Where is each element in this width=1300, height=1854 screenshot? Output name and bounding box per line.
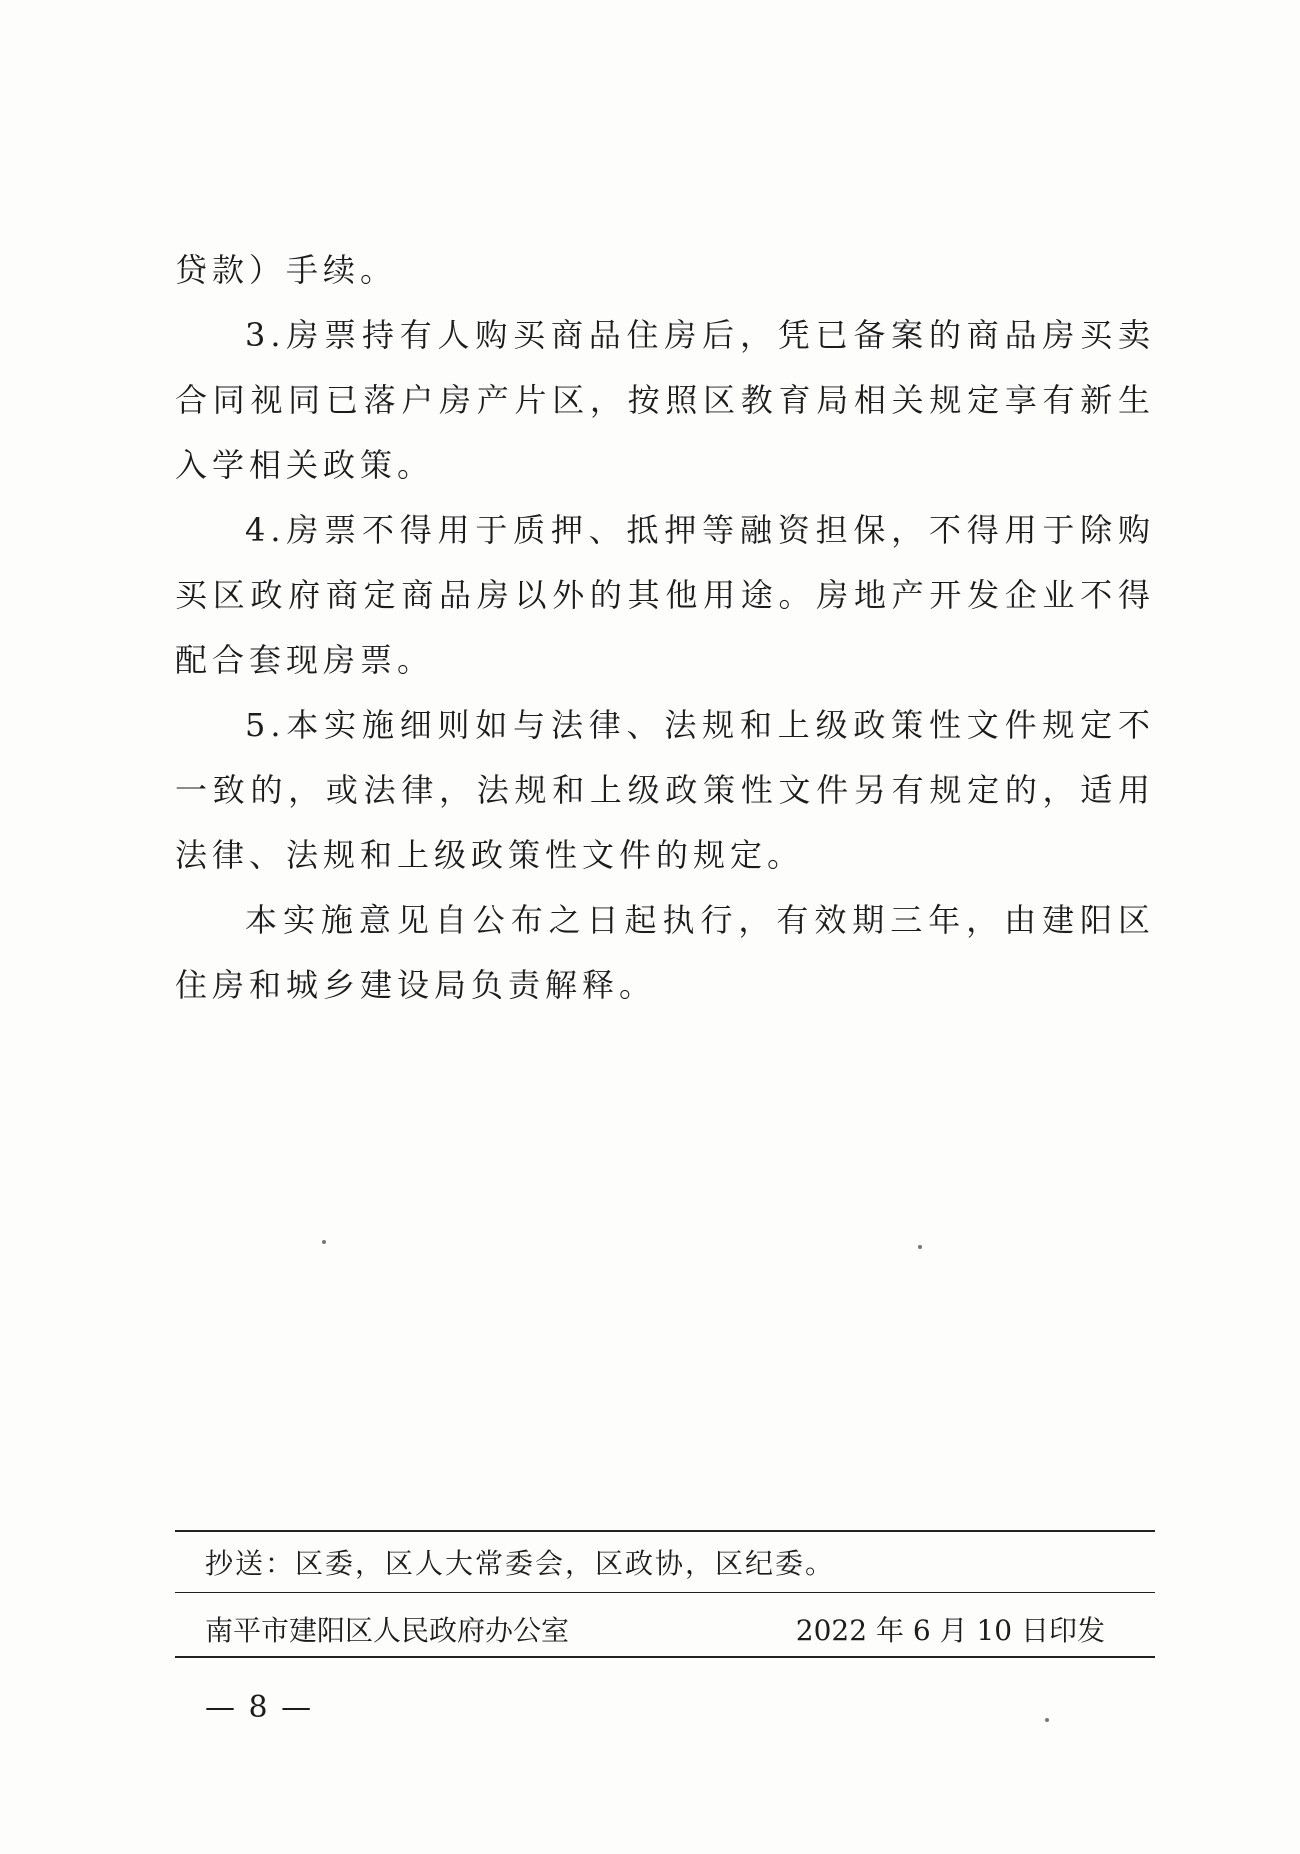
paragraph-continuation: 贷款）手续。 (175, 251, 398, 289)
cc-line: 抄送：区委，区人大常委会，区政协，区纪委。 (205, 1547, 836, 1580)
paragraph-item-5: 5.本实施细则如与法律、法规和上级政策性文件规定不一致的，或法律，法规和上级政策性文件另有规定的，适用法律、法规和上级政策性文件的规定。 (175, 706, 1155, 874)
paragraph-item-3: 3.房票持有人购买商品住房后，凭已备案的商品房买卖合同视同已落户房产片区，按照区教育局相关规定享有新生入学相关政策。 (175, 316, 1155, 484)
paragraph-item-4: 4.房票不得用于质押、抵押等融资担保，不得用于除购买区政府商定商品房以外的其他用途。房地产开发企业不得配合套现房票。 (175, 511, 1155, 679)
page-number: — 8 — (205, 1690, 314, 1725)
scan-speck (1045, 1718, 1049, 1722)
footer-middle-rule (175, 1592, 1155, 1593)
footer-bottom-rule (175, 1656, 1155, 1658)
scan-speck (322, 1240, 326, 1244)
footer-top-rule (175, 1530, 1155, 1532)
issue-date: 2022 年 6 月 10 日印发 (795, 1614, 1105, 1647)
scan-speck (918, 1245, 922, 1249)
paragraph-effective-date: 本实施意见自公布之日起执行，有效期三年，由建阳区住房和城乡建设局负责解释。 (175, 901, 1155, 1004)
document-body (175, 238, 1155, 1018)
issuing-office: 南平市建阳区人民政府办公室 (205, 1614, 570, 1647)
